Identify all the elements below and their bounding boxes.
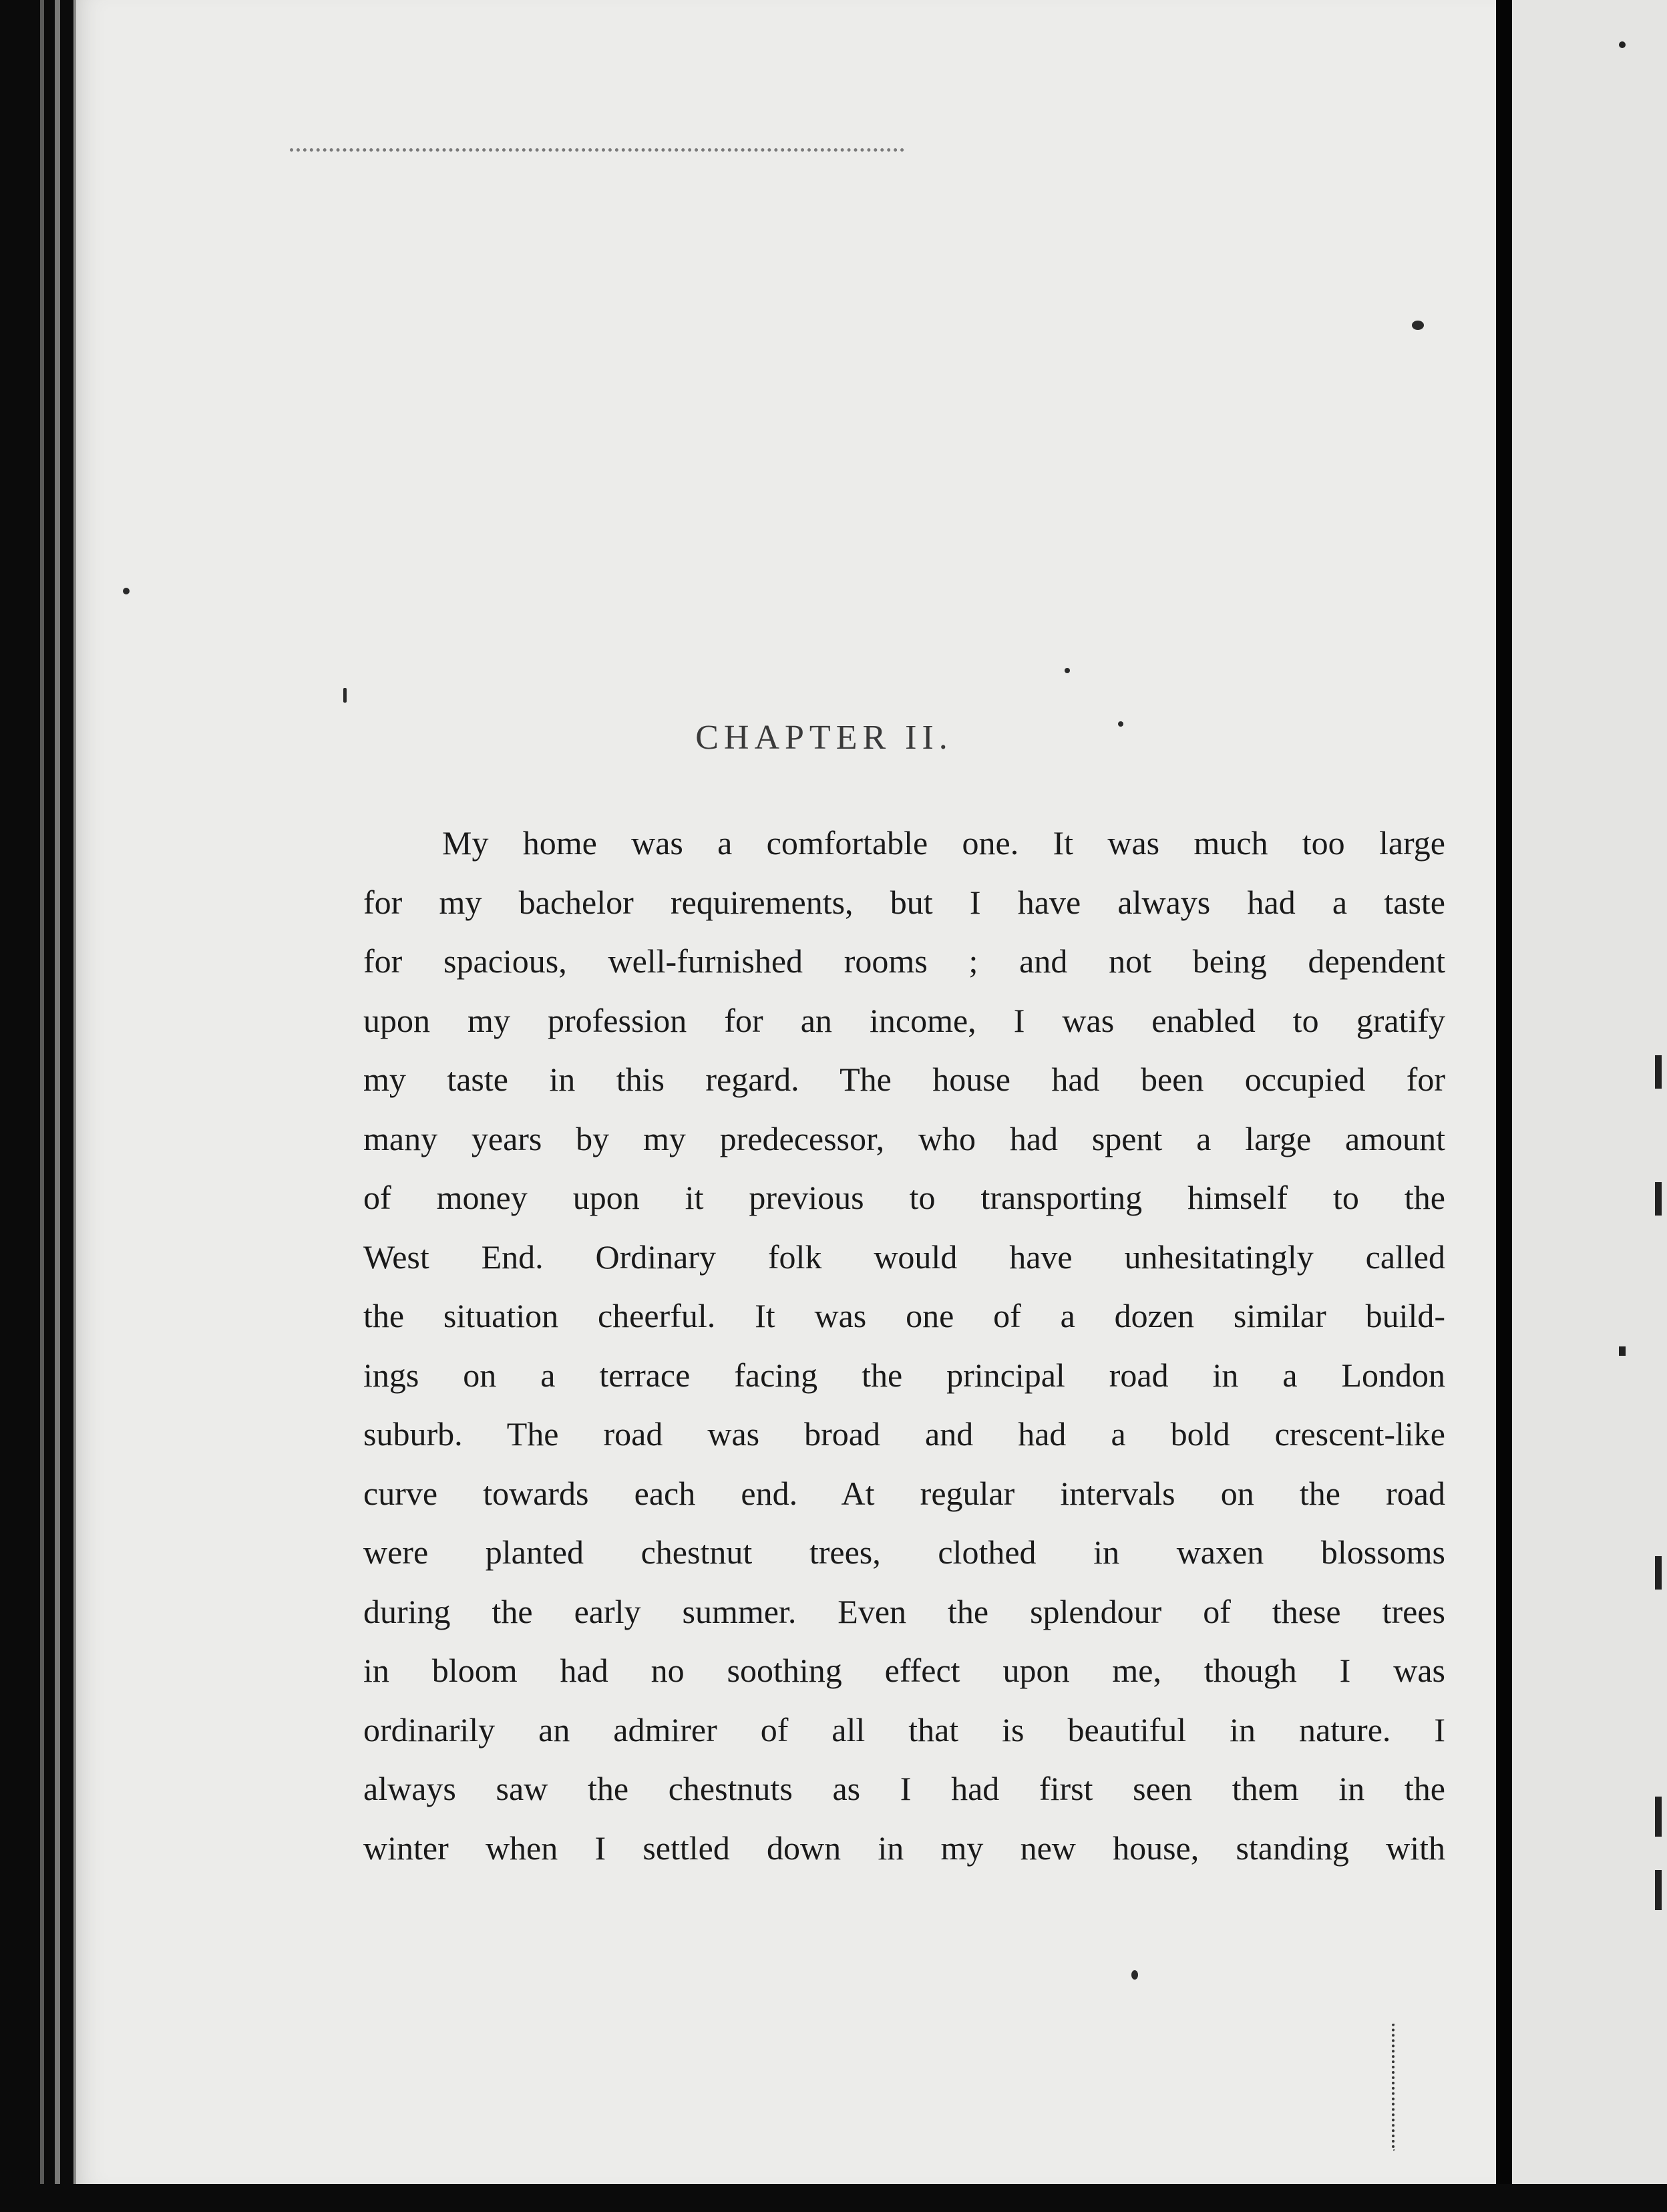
text-line: winter when I settled down in my new house, standing with <box>363 1829 1445 1867</box>
ink-speck <box>123 588 130 594</box>
ink-speck <box>1619 41 1626 48</box>
body-text <box>363 813 1445 1877</box>
text-line: for spacious, well-furnished rooms ; and not being dependent <box>363 942 1445 980</box>
text-line: suburb. The road was broad and had a bold crescent-like <box>363 1415 1445 1453</box>
text-line: for my bachelor requirements, but I have always had a taste <box>363 883 1445 921</box>
ink-speck <box>1655 1556 1662 1590</box>
ink-speck <box>1655 1870 1662 1910</box>
text-line: my taste in this regard. The house had been occupied for <box>363 1061 1445 1098</box>
text-line: in bloom had no soothing effect upon me, though I was <box>363 1652 1445 1689</box>
ink-speck <box>1412 321 1424 330</box>
ink-speck <box>1392 2024 1397 2151</box>
text-line: West End. Ordinary folk would have unhesitatingly called <box>363 1238 1445 1276</box>
header-rule <box>290 148 904 152</box>
ink-speck <box>1065 668 1070 673</box>
text-line: during the early summer. Even the splendour of these trees <box>363 1592 1445 1630</box>
text-line: of money upon it previous to transporting himself to the <box>363 1179 1445 1216</box>
text-line: ings on a terrace facing the principal road in a London <box>363 1356 1445 1394</box>
book-page <box>73 0 1499 2184</box>
ink-speck <box>1655 1182 1662 1216</box>
ink-speck <box>343 688 347 703</box>
ink-speck <box>1655 1055 1662 1089</box>
page-gutter <box>1496 0 1512 2212</box>
text-line: were planted chestnut trees, clothed in waxen blossoms <box>363 1533 1445 1571</box>
text-line: My home was a comfortable one. It was much too large <box>442 824 1445 862</box>
ink-speck <box>1655 1797 1662 1837</box>
adjacent-page-edge <box>1512 0 1667 2212</box>
ink-speck <box>1131 1970 1138 1980</box>
text-line: the situation cheerful. It was one of a dozen similar build- <box>363 1297 1445 1334</box>
binding-edge <box>0 0 73 2212</box>
text-line: many years by my predecessor, who had spent a large amount <box>363 1119 1445 1157</box>
text-line: ordinarily an admirer of all that is beautiful in nature. I <box>363 1710 1445 1748</box>
scan-border <box>0 2184 1667 2212</box>
chapter-heading: CHAPTER II. <box>695 719 953 757</box>
ink-speck <box>1118 721 1123 727</box>
text-line: upon my profession for an income, I was enabled to gratify <box>363 1001 1445 1039</box>
text-line: curve towards each end. At regular intervals on the road <box>363 1474 1445 1512</box>
ink-speck <box>1619 1346 1626 1356</box>
text-line: always saw the chestnuts as I had first seen them in the <box>363 1770 1445 1807</box>
